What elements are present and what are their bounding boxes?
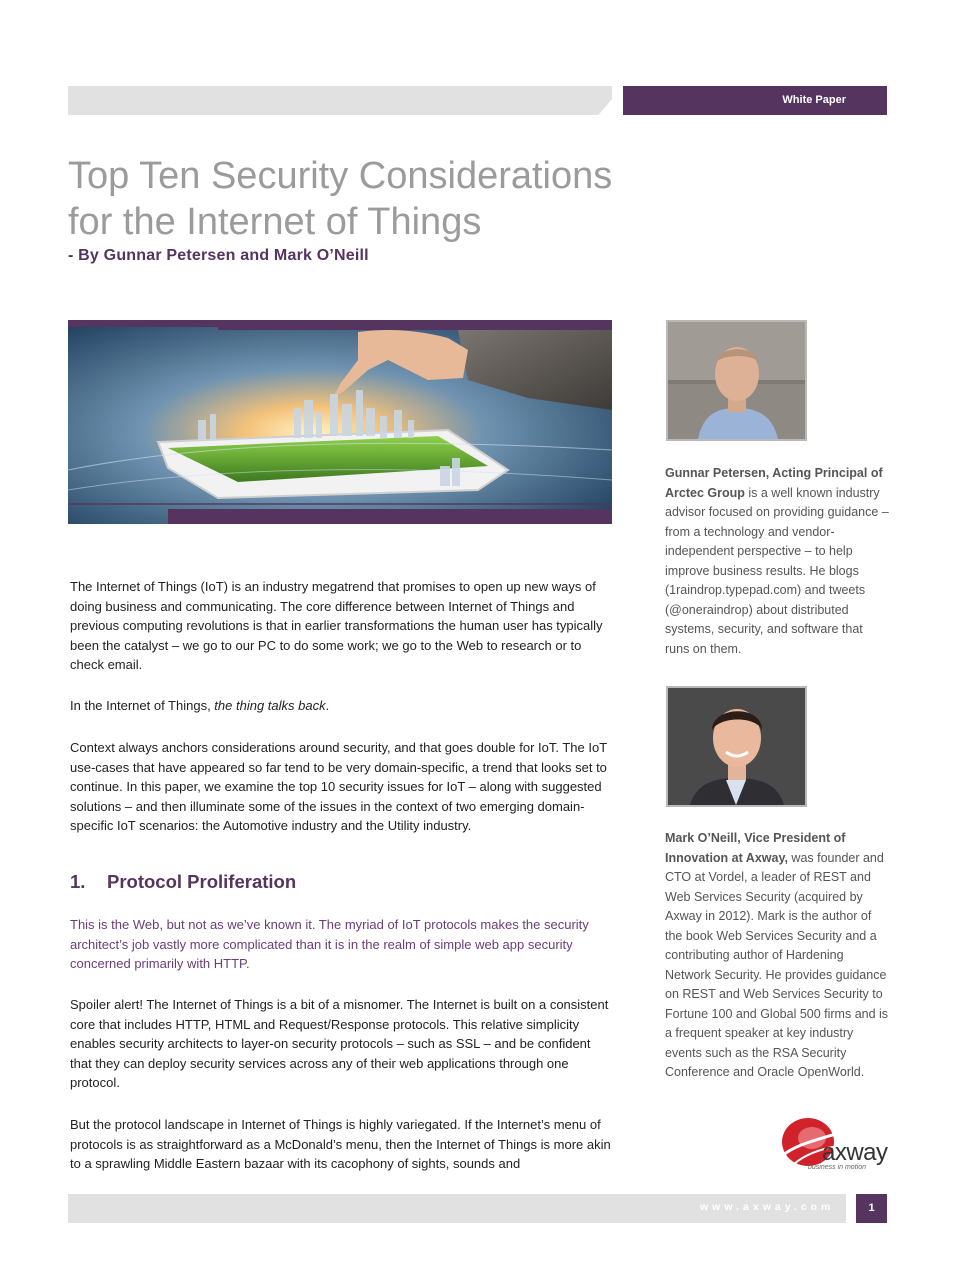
intro-paragraph-2-lead: In the Internet of Things, <box>70 698 215 713</box>
section-paragraph-1: Spoiler alert! The Internet of Things is a bit of a misnomer. The Internet is built on a consistent core that includes HTTP, HTML and Request/Response protocols. This relative simplicity enables security architects to layer-on security protocols – such as SSL – and be confident that they can deploy security services across any of their web applications through one protocol. <box>70 997 609 1090</box>
hero-image <box>68 320 612 524</box>
section-paragraph-2: But the protocol landscape in Internet of Things is highly variegated. If the Internet’s menu of protocols is as straightforward as a McDonald’s menu, then the Internet of Things is more akin to a sprawling Middle Eastern bazaar with its cacophony of sights, sounds and <box>70 1117 611 1171</box>
author-bio-text-gunnar: is a well known industry advisor focused on providing guidance – from a technology and vendor-independent perspective – to help improve business results. He blogs (1raindrop.typepad.com) and tweets (@oneraindrop) about distributed systems, security, and software that runs on them. <box>665 485 889 656</box>
intro-paragraph-2-end: . <box>325 698 330 713</box>
section-lead: This is the Web, but not as we’ve known it. The myriad of IoT protocols makes the security architect’s job vastly more complicated than it is in the realm of simple web app security concerned primarily with HTTP. <box>70 917 589 971</box>
author-name-mark: Mark O’Neill, Vice President of Innovation at Axway, <box>665 831 846 865</box>
author-photo-mark <box>666 686 807 807</box>
intro-paragraph-2 <box>70 696 615 716</box>
title-line-1: Top Ten Security Considerations <box>68 155 613 197</box>
page-title <box>68 153 628 245</box>
page-number: 1 <box>856 1194 887 1223</box>
author-bio-mark <box>665 829 890 1083</box>
author-bio-gunnar <box>665 464 890 659</box>
footer-url[interactable]: www.axway.com <box>700 1201 835 1213</box>
section-title: Protocol Proliferation <box>107 871 297 892</box>
intro-paragraph-1: The Internet of Things (IoT) is an industry megatrend that promises to open up new ways of doing business and communicating. The core difference between Internet of Things and previous computing revolutions is that in earlier transformations the human user has typically been the catalyst – we go to our PC to do some work; we go to the Web to research or to check email. <box>70 579 603 672</box>
document-type-tag: White Paper <box>623 86 887 115</box>
section-number: 1. <box>70 871 86 892</box>
intro-paragraph-2-emphasis: the thing talks back <box>214 698 326 713</box>
author-bio-text-mark: was founder and CTO at Vordel, a leader of REST and Web Services Security (acquired by Axway in 2012). Mark is the author of the book Web Services Security and a contributing author of Hardening Network Security. He provides guidance on REST and Web Services Security to Fortune 100 and Global 500 firms and is a frequent speaker at key industry events such as the RSA Security Conference and Oracle OpenWorld. <box>665 850 889 1079</box>
logo-wordmark: axway <box>822 1139 888 1166</box>
section-heading <box>70 871 296 893</box>
logo-tagline: business in motion <box>808 1164 866 1171</box>
header-bar <box>68 86 612 115</box>
author-photo-gunnar <box>666 320 807 441</box>
byline: - By Gunnar Petersen and Mark O’Neill <box>68 247 369 264</box>
intro-paragraph-3: Context always anchors considerations around security, and that goes double for IoT. The IoT use-cases that have appeared so far tend to be very domain-specific, a trend that looks set to continue. In this paper, we examine the top 10 security issues for IoT – along with suggested solutions – and then illuminate some of the issues in the context of two emerging domain-specific IoT scenarios: the Automotive industry and the Utility industry. <box>70 740 607 833</box>
title-line-2: for the Internet of Things <box>68 201 482 243</box>
author-name-gunnar: Gunnar Petersen, Acting Principal of Arctec Group <box>665 466 883 500</box>
